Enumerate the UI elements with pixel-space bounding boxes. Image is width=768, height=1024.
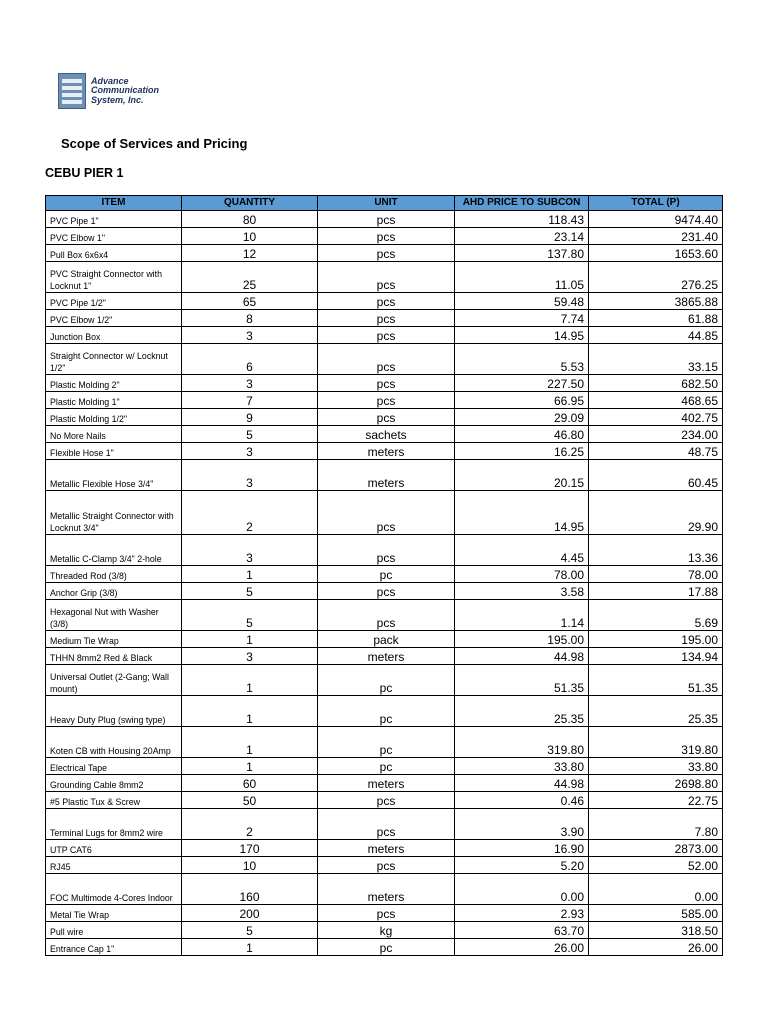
- table-row: [46, 327, 723, 344]
- item-cell: Entrance Cap 1": [46, 939, 182, 956]
- total-cell: 29.90: [589, 491, 723, 535]
- unit-cell: pcs: [318, 344, 455, 375]
- item-cell: Universal Outlet (2-Gang; Wall mount): [46, 665, 182, 696]
- unit-cell: pcs: [318, 409, 455, 426]
- unit-cell: pcs: [318, 905, 455, 922]
- table-row: [46, 665, 723, 696]
- total-cell: 585.00: [589, 905, 723, 922]
- table-row: [46, 310, 723, 327]
- item-cell: THHN 8mm2 Red & Black: [46, 648, 182, 665]
- item-cell: Pull wire: [46, 922, 182, 939]
- price-cell: 51.35: [455, 665, 589, 696]
- quantity-cell: 1: [182, 566, 318, 583]
- unit-cell: pcs: [318, 535, 455, 566]
- company-logo-icon: [58, 73, 86, 109]
- item-cell: Metallic C-Clamp 3/4" 2-hole: [46, 535, 182, 566]
- price-cell: 3.90: [455, 809, 589, 840]
- table-header-row: [46, 196, 723, 211]
- table-row: [46, 293, 723, 310]
- unit-cell: pcs: [318, 262, 455, 293]
- total-cell: 682.50: [589, 375, 723, 392]
- quantity-cell: 50: [182, 792, 318, 809]
- quantity-cell: 8: [182, 310, 318, 327]
- total-cell: 60.45: [589, 460, 723, 491]
- item-cell: No More Nails: [46, 426, 182, 443]
- price-cell: 137.80: [455, 245, 589, 262]
- price-cell: 5.20: [455, 857, 589, 874]
- quantity-cell: 3: [182, 443, 318, 460]
- total-cell: 61.88: [589, 310, 723, 327]
- table-row: [46, 211, 723, 228]
- price-cell: 11.05: [455, 262, 589, 293]
- quantity-cell: 200: [182, 905, 318, 922]
- total-cell: 13.36: [589, 535, 723, 566]
- price-cell: 7.74: [455, 310, 589, 327]
- total-cell: 78.00: [589, 566, 723, 583]
- table-row: [46, 566, 723, 583]
- quantity-cell: 170: [182, 840, 318, 857]
- table-row: [46, 775, 723, 792]
- table-body: [46, 211, 723, 956]
- item-cell: PVC Elbow 1/2": [46, 310, 182, 327]
- item-cell: Hexagonal Nut with Washer (3/8): [46, 600, 182, 631]
- unit-cell: meters: [318, 840, 455, 857]
- price-cell: 5.53: [455, 344, 589, 375]
- table-row: [46, 809, 723, 840]
- unit-cell: pc: [318, 758, 455, 775]
- quantity-cell: 5: [182, 426, 318, 443]
- total-cell: 2698.80: [589, 775, 723, 792]
- total-cell: 195.00: [589, 631, 723, 648]
- quantity-cell: 12: [182, 245, 318, 262]
- item-cell: Grounding Cable 8mm2: [46, 775, 182, 792]
- unit-cell: pcs: [318, 857, 455, 874]
- table-row: [46, 535, 723, 566]
- item-cell: PVC Straight Connector with Locknut 1": [46, 262, 182, 293]
- quantity-cell: 1: [182, 696, 318, 727]
- total-cell: 231.40: [589, 228, 723, 245]
- table-row: [46, 758, 723, 775]
- table-row: [46, 939, 723, 956]
- quantity-cell: 10: [182, 228, 318, 245]
- total-cell: 33.80: [589, 758, 723, 775]
- pricing-table: [45, 195, 723, 956]
- total-cell: 26.00: [589, 939, 723, 956]
- item-cell: Anchor Grip (3/8): [46, 583, 182, 600]
- unit-cell: meters: [318, 443, 455, 460]
- total-cell: 17.88: [589, 583, 723, 600]
- price-cell: 78.00: [455, 566, 589, 583]
- table-row: [46, 922, 723, 939]
- price-cell: 23.14: [455, 228, 589, 245]
- price-cell: 1.14: [455, 600, 589, 631]
- table-row: [46, 583, 723, 600]
- column-header-quantity: QUANTITY: [182, 196, 318, 211]
- item-cell: Heavy Duty Plug (swing type): [46, 696, 182, 727]
- quantity-cell: 10: [182, 857, 318, 874]
- table-row: [46, 262, 723, 293]
- total-cell: 51.35: [589, 665, 723, 696]
- quantity-cell: 1: [182, 758, 318, 775]
- total-cell: 44.85: [589, 327, 723, 344]
- item-cell: Electrical Tape: [46, 758, 182, 775]
- table-row: [46, 727, 723, 758]
- unit-cell: kg: [318, 922, 455, 939]
- item-cell: Plastic Molding 1": [46, 392, 182, 409]
- item-cell: PVC Elbow 1": [46, 228, 182, 245]
- table-row: [46, 874, 723, 905]
- price-cell: 63.70: [455, 922, 589, 939]
- quantity-cell: 3: [182, 648, 318, 665]
- price-cell: 16.90: [455, 840, 589, 857]
- quantity-cell: 3: [182, 535, 318, 566]
- site-name: CEBU PIER 1: [45, 166, 124, 180]
- item-cell: PVC Pipe 1": [46, 211, 182, 228]
- unit-cell: pc: [318, 566, 455, 583]
- unit-cell: pcs: [318, 600, 455, 631]
- price-cell: 59.48: [455, 293, 589, 310]
- item-cell: Medium Tie Wrap: [46, 631, 182, 648]
- price-cell: 66.95: [455, 392, 589, 409]
- unit-cell: pcs: [318, 809, 455, 840]
- total-cell: 134.94: [589, 648, 723, 665]
- total-cell: 319.80: [589, 727, 723, 758]
- price-cell: 0.00: [455, 874, 589, 905]
- price-cell: 118.43: [455, 211, 589, 228]
- total-cell: 234.00: [589, 426, 723, 443]
- item-cell: Junction Box: [46, 327, 182, 344]
- unit-cell: pcs: [318, 310, 455, 327]
- item-cell: Metallic Straight Connector with Locknut 3/4": [46, 491, 182, 535]
- total-cell: 48.75: [589, 443, 723, 460]
- price-cell: 3.58: [455, 583, 589, 600]
- table-row: [46, 409, 723, 426]
- unit-cell: pcs: [318, 583, 455, 600]
- unit-cell: pcs: [318, 228, 455, 245]
- table-row: [46, 443, 723, 460]
- quantity-cell: 160: [182, 874, 318, 905]
- item-cell: Terminal Lugs for 8mm2 wire: [46, 809, 182, 840]
- price-cell: 44.98: [455, 775, 589, 792]
- quantity-cell: 3: [182, 327, 318, 344]
- company-logo: [58, 73, 178, 109]
- quantity-cell: 3: [182, 375, 318, 392]
- quantity-cell: 2: [182, 809, 318, 840]
- item-cell: Straight Connector w/ Locknut 1/2": [46, 344, 182, 375]
- quantity-cell: 5: [182, 583, 318, 600]
- unit-cell: pcs: [318, 392, 455, 409]
- column-header-item: ITEM: [46, 196, 182, 211]
- item-cell: Pull Box 6x6x4: [46, 245, 182, 262]
- total-cell: 52.00: [589, 857, 723, 874]
- total-cell: 3865.88: [589, 293, 723, 310]
- unit-cell: pcs: [318, 293, 455, 310]
- price-cell: 0.46: [455, 792, 589, 809]
- total-cell: 402.75: [589, 409, 723, 426]
- table-row: [46, 840, 723, 857]
- unit-cell: meters: [318, 874, 455, 905]
- price-cell: 195.00: [455, 631, 589, 648]
- unit-cell: pack: [318, 631, 455, 648]
- unit-cell: pc: [318, 665, 455, 696]
- total-cell: 9474.40: [589, 211, 723, 228]
- unit-cell: meters: [318, 648, 455, 665]
- table-row: [46, 245, 723, 262]
- total-cell: 1653.60: [589, 245, 723, 262]
- table-row: [46, 375, 723, 392]
- unit-cell: pc: [318, 939, 455, 956]
- column-header-unit: UNIT: [318, 196, 455, 211]
- total-cell: 7.80: [589, 809, 723, 840]
- quantity-cell: 65: [182, 293, 318, 310]
- table-row: [46, 491, 723, 535]
- quantity-cell: 2: [182, 491, 318, 535]
- price-cell: 29.09: [455, 409, 589, 426]
- table-row: [46, 905, 723, 922]
- unit-cell: meters: [318, 775, 455, 792]
- price-cell: 46.80: [455, 426, 589, 443]
- price-cell: 14.95: [455, 327, 589, 344]
- item-cell: Metal Tie Wrap: [46, 905, 182, 922]
- item-cell: Metallic Flexible Hose 3/4": [46, 460, 182, 491]
- unit-cell: pc: [318, 727, 455, 758]
- price-cell: 14.95: [455, 491, 589, 535]
- column-header-price: AHD PRICE TO SUBCON: [455, 196, 589, 211]
- table-row: [46, 648, 723, 665]
- quantity-cell: 1: [182, 727, 318, 758]
- price-cell: 26.00: [455, 939, 589, 956]
- unit-cell: pc: [318, 696, 455, 727]
- total-cell: 25.35: [589, 696, 723, 727]
- total-cell: 33.15: [589, 344, 723, 375]
- total-cell: 318.50: [589, 922, 723, 939]
- quantity-cell: 60: [182, 775, 318, 792]
- quantity-cell: 80: [182, 211, 318, 228]
- total-cell: 5.69: [589, 600, 723, 631]
- item-cell: Flexible Hose 1": [46, 443, 182, 460]
- quantity-cell: 1: [182, 939, 318, 956]
- price-cell: 44.98: [455, 648, 589, 665]
- total-cell: 22.75: [589, 792, 723, 809]
- quantity-cell: 6: [182, 344, 318, 375]
- unit-cell: meters: [318, 460, 455, 491]
- price-cell: 33.80: [455, 758, 589, 775]
- table-row: [46, 696, 723, 727]
- item-cell: Koten CB with Housing 20Amp: [46, 727, 182, 758]
- price-cell: 25.35: [455, 696, 589, 727]
- item-cell: #5 Plastic Tux & Screw: [46, 792, 182, 809]
- price-cell: 4.45: [455, 535, 589, 566]
- unit-cell: sachets: [318, 426, 455, 443]
- item-cell: FOC Multimode 4-Cores Indoor: [46, 874, 182, 905]
- quantity-cell: 5: [182, 600, 318, 631]
- table-row: [46, 392, 723, 409]
- unit-cell: pcs: [318, 327, 455, 344]
- item-cell: Threaded Rod (3/8): [46, 566, 182, 583]
- unit-cell: pcs: [318, 792, 455, 809]
- total-cell: 468.65: [589, 392, 723, 409]
- total-cell: 276.25: [589, 262, 723, 293]
- table-row: [46, 344, 723, 375]
- quantity-cell: 25: [182, 262, 318, 293]
- item-cell: Plastic Molding 1/2": [46, 409, 182, 426]
- quantity-cell: 5: [182, 922, 318, 939]
- table-row: [46, 600, 723, 631]
- company-name: Advance Communication System, Inc.: [91, 75, 160, 105]
- price-cell: 319.80: [455, 727, 589, 758]
- table-row: [46, 857, 723, 874]
- item-cell: Plastic Molding 2": [46, 375, 182, 392]
- item-cell: UTP CAT6: [46, 840, 182, 857]
- price-cell: 227.50: [455, 375, 589, 392]
- item-cell: PVC Pipe 1/2": [46, 293, 182, 310]
- unit-cell: pcs: [318, 211, 455, 228]
- document-title: Scope of Services and Pricing: [61, 136, 248, 151]
- unit-cell: pcs: [318, 491, 455, 535]
- price-cell: 2.93: [455, 905, 589, 922]
- quantity-cell: 1: [182, 631, 318, 648]
- quantity-cell: 3: [182, 460, 318, 491]
- price-cell: 20.15: [455, 460, 589, 491]
- quantity-cell: 7: [182, 392, 318, 409]
- unit-cell: pcs: [318, 375, 455, 392]
- table-row: [46, 426, 723, 443]
- column-header-total: TOTAL (P): [589, 196, 723, 211]
- total-cell: 0.00: [589, 874, 723, 905]
- table-row: [46, 460, 723, 491]
- table-row: [46, 631, 723, 648]
- quantity-cell: 9: [182, 409, 318, 426]
- quantity-cell: 1: [182, 665, 318, 696]
- table-row: [46, 792, 723, 809]
- total-cell: 2873.00: [589, 840, 723, 857]
- item-cell: RJ45: [46, 857, 182, 874]
- table-row: [46, 228, 723, 245]
- price-cell: 16.25: [455, 443, 589, 460]
- unit-cell: pcs: [318, 245, 455, 262]
